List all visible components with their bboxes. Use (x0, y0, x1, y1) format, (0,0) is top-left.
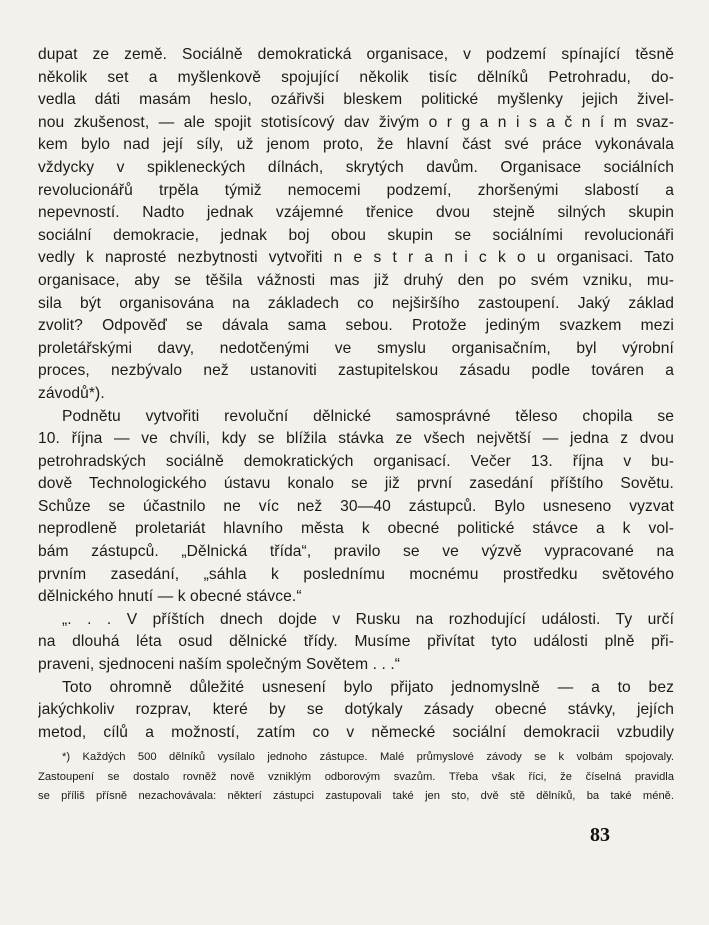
text-line: závodů*). (38, 384, 105, 402)
footnote-line: *) Každých 500 dělníků vysílalo jednoho zástupce. Malé průmyslové závody se k volbám spojovaly. (62, 751, 674, 763)
text-line: na dlouhá léta osud dělnické třídy. Musíme přivítat tyto události plně při- (38, 633, 674, 651)
text-line: jakýchkoliv rozprav, které by se dotýkaly zásady obecné stávky, jejích (38, 701, 674, 719)
text-line: bám zástupců. „Dělnická třída“, pravilo se ve výzvě vypracované na (38, 543, 674, 561)
text-line: organisace, aby se těšila vážnosti mas již druhý den po svém vzniku, mu- (38, 271, 674, 289)
text-line: nepevností. Nadto jednak vzájemné třenice dvou stejně silných skupin (38, 204, 674, 222)
text-line: dově Technologického ústavu konalo se již první zasedání příštího Sovětu. (38, 475, 674, 493)
text-line: „. . . V příštích dnech dojde v Rusku na rozhodující události. Ty určí (62, 610, 674, 628)
text-line: petrohradských sociálně demokratických organisací. Večer 13. října v bu- (38, 452, 674, 470)
paragraph-4 (38, 677, 674, 745)
text-line: vždycky v spikleneckých dílnách, skrytých davům. Organisace sociálních (38, 158, 674, 176)
page-number: 83 (590, 824, 610, 846)
paragraph-1 (38, 44, 674, 406)
text-line: sociální demokracie, jednak boj obou skupin se sociálními revolucionáři (38, 226, 674, 244)
text-line: kem bylo nad její síly, už jenom proto, že hlavní část své práce vykonávala (38, 136, 674, 154)
footnote-line: se příliš přísně nezachovávala: některí zástupci zastupovali také jen sto, dvě stě dělníků, ba také méně. (38, 790, 674, 803)
text-line: zvolit? Odpověď se dávala sama sebou. Protože jediným svazkem mezi (38, 317, 674, 335)
paragraph-2 (38, 406, 674, 609)
text-line: Schůze se účastnilo ne víc než 30—40 zástupců. Bylo usneseno vyzvat (38, 497, 674, 515)
text-line: metod, cílů a možností, zatím co v německé sociální demokracii vzbudily (38, 723, 674, 741)
text-line: několik set a myšlenkově spojující několik tisíc dělníků Petrohradu, do- (38, 68, 674, 86)
text-line: 10. října — ve chvíli, kdy se blížila stávka ze všech největší — jedna z dvou (38, 430, 674, 448)
text-line: dupat ze země. Sociálně demokratická organisace, v podzemí spínající těsně (38, 46, 674, 63)
text-line: sila být organisována na základech co nejširšího zastoupení. Jaký základ (38, 294, 674, 312)
text-line: proletářskými davy, nedotčenými ve smyslu organisačním, byl výrobní (38, 339, 674, 357)
text-line: Toto ohromně důležité usnesení bylo přijato jednomyslně — a to bez (62, 678, 674, 696)
body-text (38, 44, 674, 744)
text-line: revolucionářů trpěla týmiž nemocemi podzemí, zhoršenými slabostí a (38, 181, 674, 199)
paragraph-3-quote (38, 609, 674, 677)
footnote-line: Zastoupení se dostalo rovněž nově vzniklým odborovým svazům. Třeba však říci, že číselná pravidla (38, 770, 674, 783)
text-line: nou zkušenost, — ale spojit stotisícový dav živým o r g a n i s a č n í m svaz- (38, 113, 674, 131)
text-line: prvním zasedání, „sáhla k poslednímu mocnému prostředku světového (38, 565, 674, 583)
text-line: neprodleně proletariát hlavního města k obecné politické stávce a k vol- (38, 520, 674, 538)
text-line: proces, nezbývalo než ustanoviti zastupitelskou zásadu podle továren a (38, 362, 674, 380)
text-line: Podnětu vytvořiti revoluční dělnické samosprávné těleso chopila se (62, 407, 674, 425)
text-line: vedla dáti masám heslo, ozářivši bleskem politické myšlenky jejich živel- (38, 91, 674, 109)
text-line: praveni, sjednoceni naším společným Sovětem . . .“ (38, 656, 401, 674)
footnote (38, 748, 674, 807)
text-line: vedly k naprosté nezbytnosti vytvořiti n e s t r a n i c k o u organisaci. Tato (38, 249, 674, 267)
text-line: dělnického hnutí — k obecné stávce.“ (38, 588, 302, 606)
